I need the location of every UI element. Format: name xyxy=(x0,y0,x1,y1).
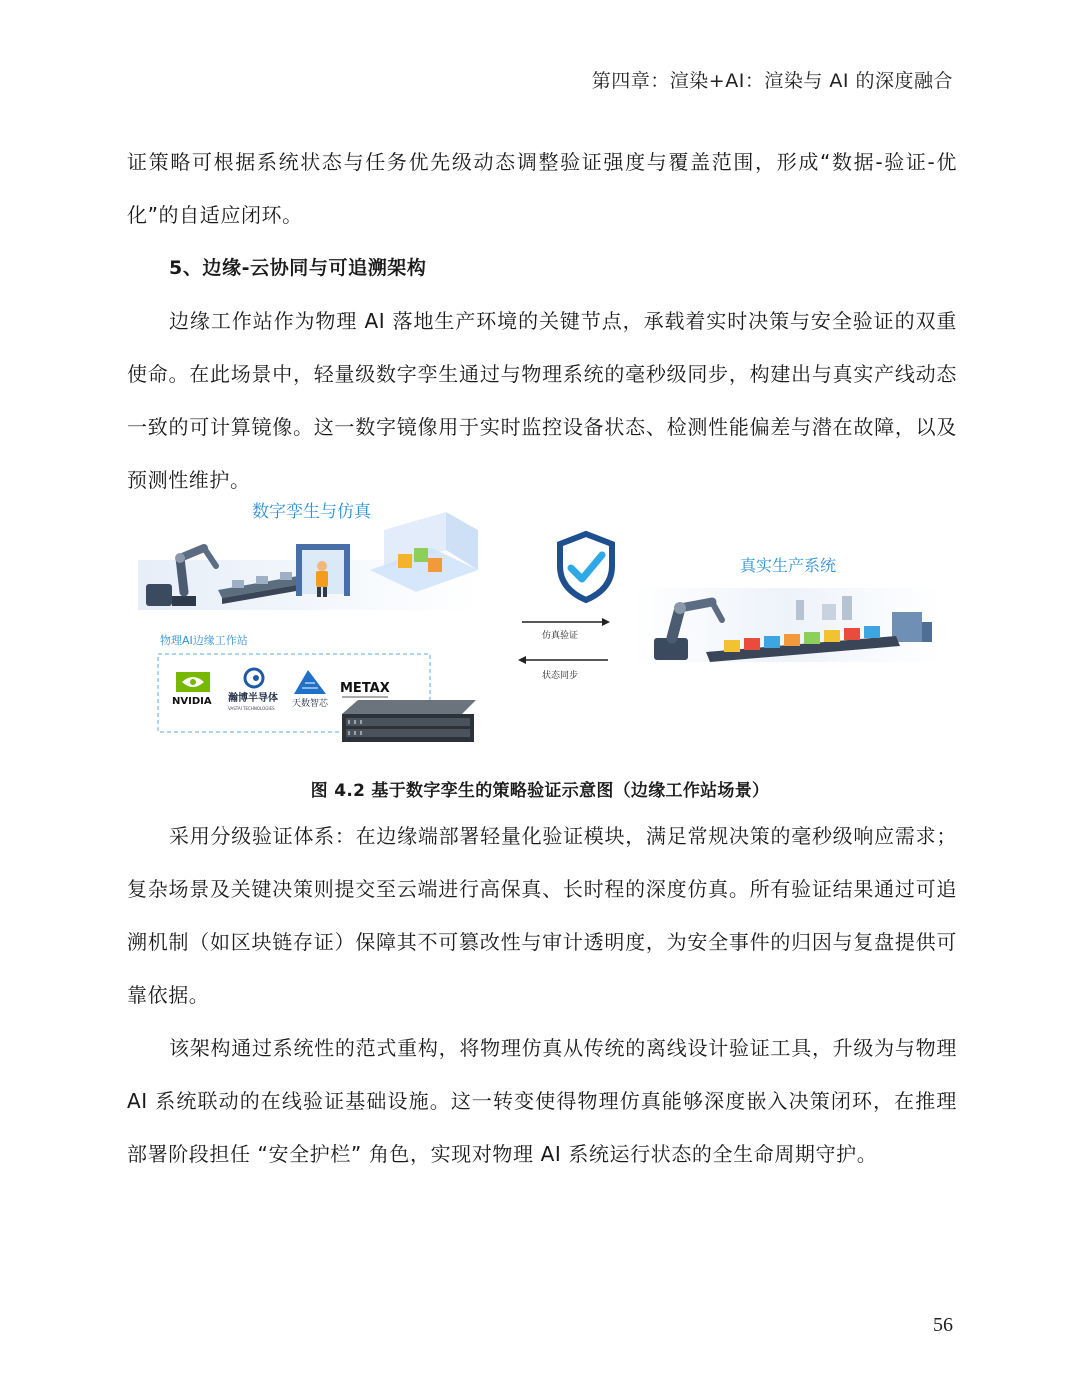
tianshu-logo xyxy=(292,670,329,709)
metax-logo xyxy=(340,681,390,697)
arrow-simulation-verify xyxy=(522,618,610,641)
real-production-scene xyxy=(632,588,942,662)
arrow-bottom-label: 状态同步 xyxy=(542,671,579,681)
server-rack-icon xyxy=(342,700,476,742)
nvidia-wordmark: NVIDIA xyxy=(172,696,212,707)
metax-wordmark: METAX xyxy=(340,681,390,696)
workstation-label: 物理AI边缘工作站 xyxy=(160,634,248,647)
section-heading: 5、边缘-云协同与可追溯架构 xyxy=(169,257,427,279)
nvidia-logo xyxy=(172,672,212,707)
worker-icon xyxy=(296,544,350,597)
top-text-block xyxy=(127,136,957,507)
section-paragraph: 边缘工作站作为物理 AI 落地生产环境的关键节点，承载着实时决策与安全验证的双重使命。在此场景中，轻量级数字孪生通过与物理系统的毫秒级同步，构建出与真实产线动态一致的可计算镜像。这一数字镜像用于实时监控设备状态、检测性能偏差与潜在故障，以及预测性维护。 xyxy=(127,309,957,492)
figure-caption: 图 4.2 基于数字孪生的策略验证示意图（边缘工作站场景） xyxy=(310,781,770,801)
paragraph-tiered-verification: 采用分级验证体系：在边缘端部署轻量化验证模块，满足常规决策的毫秒级响应需求；复杂场景及关键决策则提交至云端进行高保真、长时程的深度仿真。所有验证结果通过可追溯机制（如区块链存证）保障其不可篡改性与审计透明度，为安全事件的归因与复盘提供可靠依据。 xyxy=(127,824,957,1007)
paragraph-architecture: 该架构通过系统性的范式重构，将物理仿真从传统的离线设计验证工具，升级为与物理 AI 系统联动的在线验证基础设施。这一转变使得物理仿真能够深度嵌入决策闭环，在推理部署阶段担任 “安全护栏” 角色，实现对物理 AI 系统运行状态的全生命周期守护。 xyxy=(127,1036,957,1166)
bottom-text-block xyxy=(127,810,957,1181)
hanbo-logo xyxy=(228,669,278,711)
continuation-paragraph: 证策略可根据系统状态与任务优先级动态调整验证强度与覆盖范围，形成“数据-验证-优化”的自适应闭环。 xyxy=(127,150,957,227)
right-title: 真实生产系统 xyxy=(740,556,837,575)
page-header: 第四章：渲染+AI：渲染与 AI 的深度融合 xyxy=(591,70,953,92)
arrow-top-label: 仿真验证 xyxy=(542,631,579,641)
shield-check-icon xyxy=(560,534,612,600)
left-title: 数字孪生与仿真 xyxy=(252,502,371,522)
arrow-state-sync xyxy=(518,656,608,681)
hanbo-subtitle: VASTAI TECHNOLOGIES xyxy=(228,706,275,711)
tianshu-wordmark: 天数智芯 xyxy=(292,699,329,709)
figure-digital-twin xyxy=(132,492,950,752)
hanbo-wordmark: 瀚博半导体 xyxy=(228,693,278,704)
page-number: 56 xyxy=(933,1314,953,1336)
digital-twin-scene xyxy=(138,512,478,610)
